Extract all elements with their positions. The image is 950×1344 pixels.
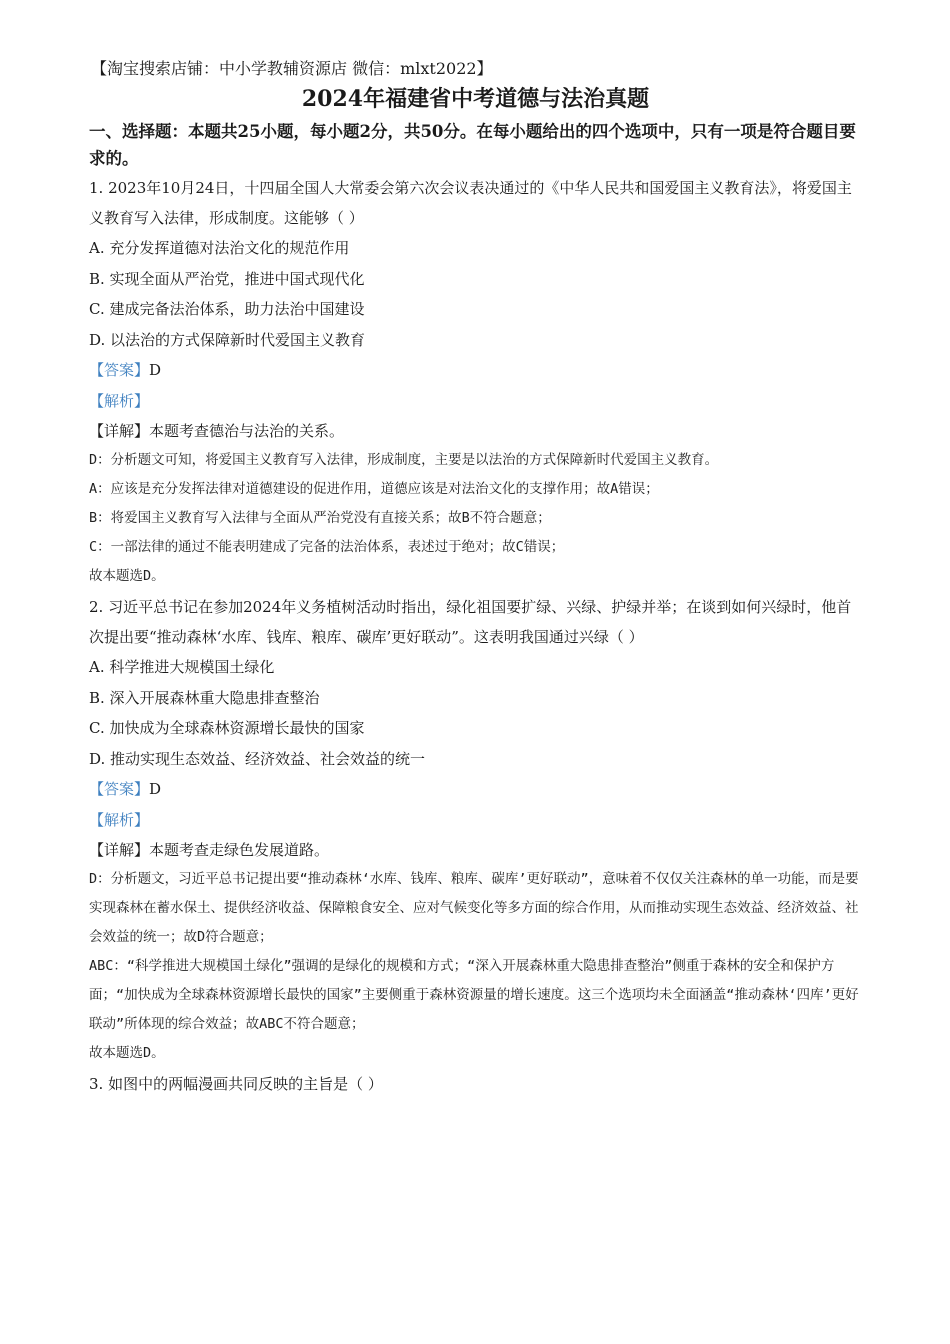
question-3 xyxy=(89,1070,862,1100)
detail-line: D：分析题文，习近平总书记提出要“推动森林‘水库、钱库、粮库、碳库’更好联动”，意味着不仅仅关注森林的单一功能，而是要实现森林在蓄水保土、提供经济收益、保障粮食安全、应对气候变化等多方面的综合作用，从而推动实现生态效益、经济效益、社会效益的统一；故D符合题意； xyxy=(89,871,859,945)
detail-line: B：将爱国主义教育写入法律与全面从严治党没有直接关系；故B不符合题意； xyxy=(89,510,551,526)
answer-value: D xyxy=(149,361,162,379)
option-c: C. 建成完备法治体系，助力法治中国建设 xyxy=(89,300,365,318)
detail-tag: 【详解】 xyxy=(89,422,150,440)
detail-tag: 【详解】 xyxy=(89,841,150,859)
detail-line: D：分析题文可知，将爱国主义教育写入法律，形成制度，主要是以法治的方式保障新时代爱国主义教育。 xyxy=(89,452,719,468)
answer-tag: 【答案】 xyxy=(89,361,150,379)
shop-info-line: 【淘宝搜索店铺：中小学教辅资源店 微信：mlxt2022】 xyxy=(91,59,493,78)
detail-intro: 本题考查走绿色发展道路。 xyxy=(149,841,330,859)
detail-line: A：应该是充分发挥法律对道德建设的促进作用，道德应该是对法治文化的支撑作用；故A错误； xyxy=(89,481,659,497)
option-d: D. 推动实现生态效益、经济效益、社会效益的统一 xyxy=(89,749,426,768)
detail-line: 故本题选D。 xyxy=(89,568,165,584)
option-c: C. 加快成为全球森林资源增长最快的国家 xyxy=(89,719,365,737)
answer-line xyxy=(89,774,862,805)
question-2 xyxy=(89,593,862,1068)
detail-line: 故本题选D。 xyxy=(89,1045,165,1061)
analysis-tag: 【解析】 xyxy=(89,811,150,829)
option-a: A. 充分发挥道德对法治文化的规范作用 xyxy=(89,239,350,257)
answer-value: D xyxy=(149,780,162,798)
analysis-line xyxy=(89,805,862,836)
option-a: A. 科学推进大规模国土绿化 xyxy=(89,658,275,676)
detail-line: ABC：“科学推进大规模国土绿化”强调的是绿化的规模和方式；“深入开展森林重大隐患排查整治”侧重于森林的安全和保护方面；“加快成为全球森林资源增长最快的国家”主要侧重于森林资源量的增长速度。这三个选项均未全面涵盖“推动森林‘四库’更好联动”所体现的综合效益；故ABC不符合题意； xyxy=(89,958,859,1032)
answer-line xyxy=(89,355,862,386)
detail-line: C：一部法律的通过不能表明建成了完备的法治体系，表述过于绝对；故C错误； xyxy=(89,539,565,555)
option-b: B. 实现全面从严治党，推进中国式现代化 xyxy=(89,269,365,288)
analysis-tag: 【解析】 xyxy=(89,392,150,410)
question-stem: 1. 2023年10月24日，十四届全国人大常委会第六次会议表决通过的《中华人民共和国爱国主义教育法》，将爱国主义教育写入法律，形成制度。这能够（ ） xyxy=(89,179,852,227)
section-heading: 一、选择题：本题共25小题，每小题2分，共50分。在每小题给出的四个选项中，只有一项是符合题目要求的。 xyxy=(89,122,856,168)
detail-intro: 本题考查德治与法治的关系。 xyxy=(149,422,345,440)
option-d: D. 以法治的方式保障新时代爱国主义教育 xyxy=(89,330,366,349)
question-stem: 2. 习近平总书记在参加2024年义务植树活动时指出，绿化祖国要扩绿、兴绿、护绿并举；在谈到如何兴绿时，他首次提出要“推动森林‘水库、钱库、粮库、碳库’更好联动”。这表明我国通过兴绿（ ） xyxy=(89,598,852,646)
option-b: B. 深入开展森林重大隐患排查整治 xyxy=(89,688,320,707)
question-1 xyxy=(89,174,862,591)
detail-intro-line xyxy=(89,836,862,865)
exam-title: 2024年福建省中考道德与法治真题 xyxy=(301,86,650,112)
question-stem: 3. 如图中的两幅漫画共同反映的主旨是（ ） xyxy=(89,1075,383,1093)
analysis-line xyxy=(89,386,862,417)
answer-tag: 【答案】 xyxy=(89,780,150,798)
detail-intro-line xyxy=(89,417,862,446)
